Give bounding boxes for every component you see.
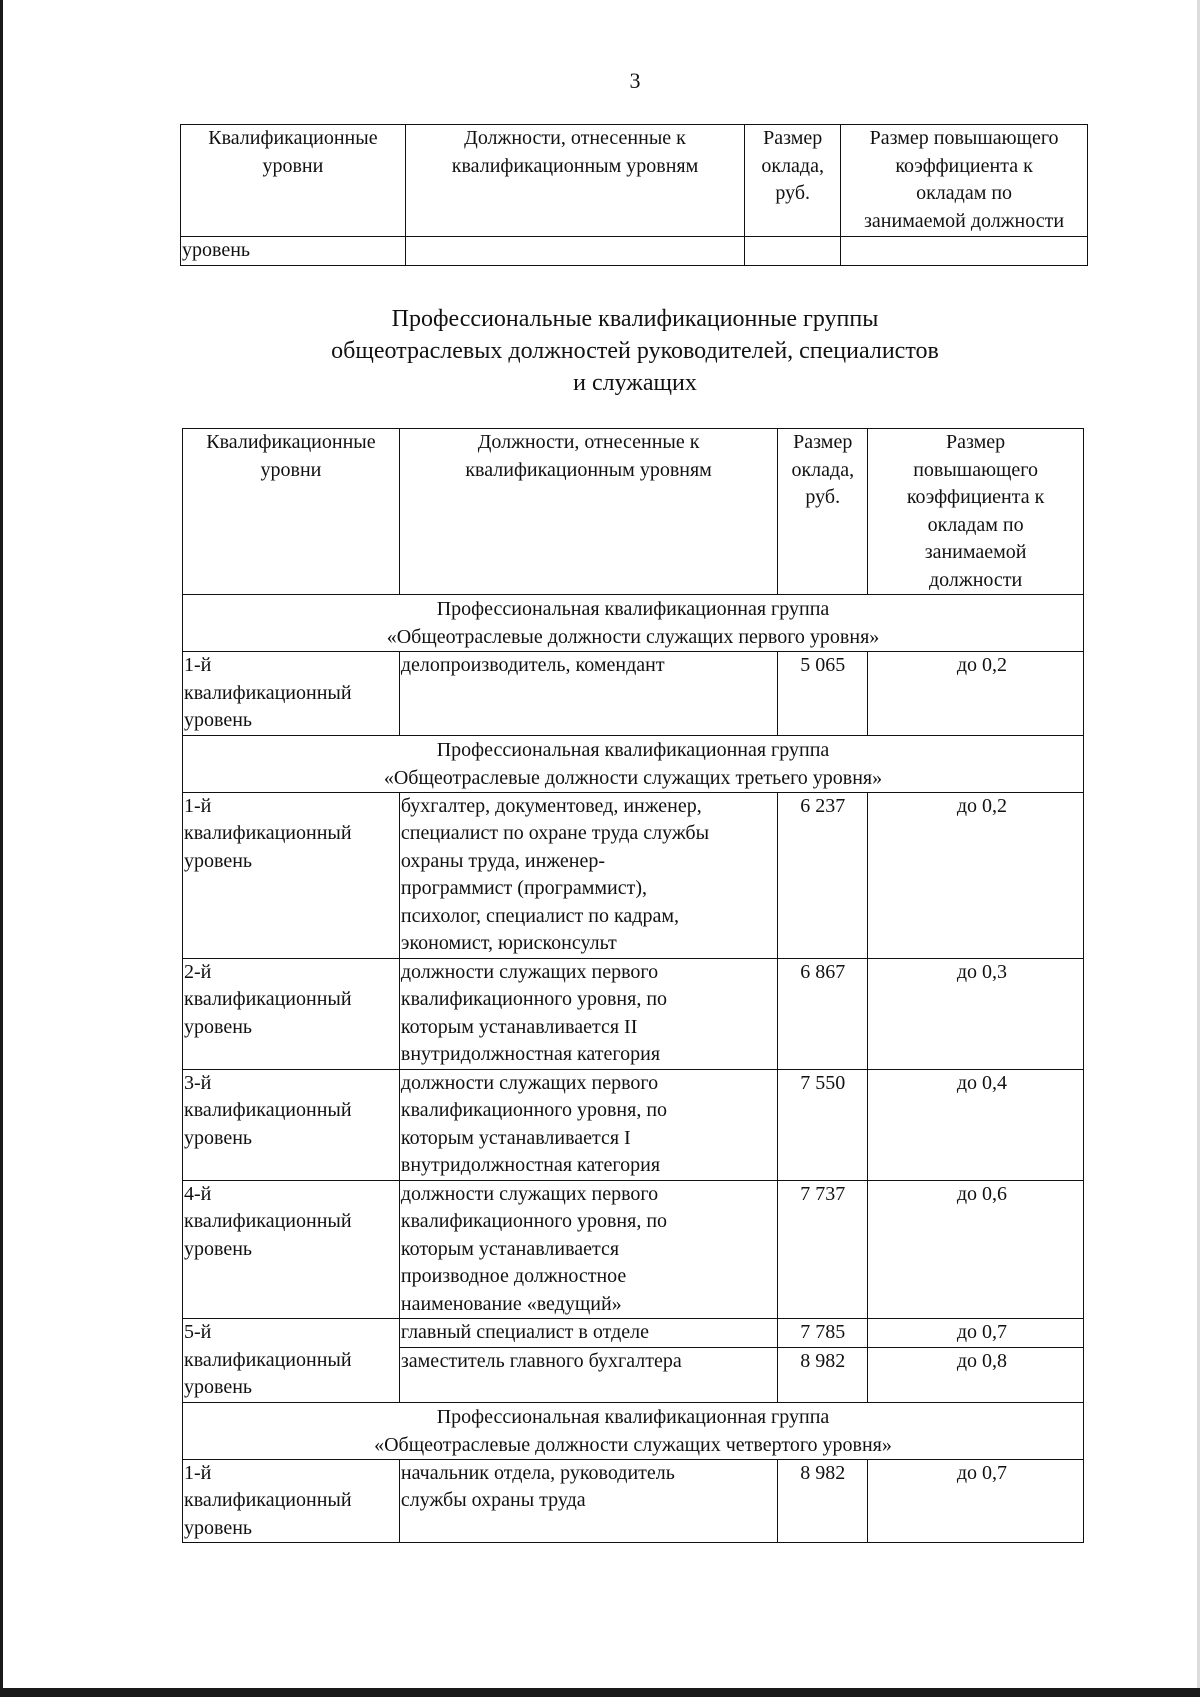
positions-line: должности служащих первого (400, 960, 659, 983)
salary-cell: 6 867 (778, 958, 868, 1069)
header-line: должности (928, 568, 1023, 591)
scan-edge-left (0, 0, 3, 1697)
positions-cell (399, 1459, 777, 1543)
positions-line: заместитель главного бухгалтера (400, 1349, 682, 1372)
header-line: Квалификационные (206, 431, 376, 453)
positions-cell (399, 1347, 777, 1402)
table-row (183, 652, 1084, 736)
header-line: Размер (946, 431, 1006, 453)
coefficient-cell (868, 958, 1084, 1069)
header-line: занимаемой должности (864, 209, 1065, 232)
table-header-row (181, 125, 1088, 237)
group-title-row (183, 595, 1084, 652)
coefficient-cell (868, 1069, 1084, 1180)
salary-cell: 8 982 (778, 1347, 868, 1402)
positions-cell (399, 1319, 777, 1348)
level-cell (183, 652, 400, 736)
positions-line: квалификационного уровня, по (400, 1210, 668, 1232)
qualification-groups-table (182, 428, 1084, 1543)
level-line: квалификационный (184, 988, 352, 1010)
positions-line: которым устанавливается (400, 1237, 620, 1260)
level-line: квалификационный (184, 1348, 352, 1371)
positions-line: специалист по охране труда службы (400, 822, 710, 844)
coefficient-cell (868, 1459, 1084, 1543)
header-cell-coefficient (841, 125, 1088, 237)
header-line: Должности, отнесенные к (464, 127, 686, 149)
header-line: Квалификационные (208, 127, 378, 149)
header-cell-coefficient (868, 429, 1084, 595)
header-cell-salary (778, 429, 868, 595)
level-line: квалификационный (184, 822, 352, 844)
group-title-row (183, 735, 1084, 792)
header-line: Размер повышающего (869, 127, 1059, 149)
header-line: руб. (775, 182, 810, 204)
group-title-row (183, 1402, 1084, 1459)
header-line: руб. (805, 486, 841, 508)
header-line: оклада, (791, 458, 855, 481)
level-line: 1-й (184, 654, 212, 676)
level-line: квалификационный (184, 681, 352, 704)
table-row (183, 1459, 1084, 1543)
header-cell-levels (181, 125, 406, 237)
positions-cell (399, 1180, 777, 1319)
positions-line: программист (программист), (400, 877, 648, 899)
salary-cell: 6 237 (778, 792, 868, 958)
salary-cell: 8 982 (778, 1459, 868, 1543)
table-row (183, 1180, 1084, 1319)
coefficient-value: до 0,4 (956, 1071, 1007, 1094)
positions-line: экономист, юрисконсульт (400, 932, 617, 954)
header-line: квалификационным уровням (451, 154, 699, 177)
positions-line: службы охраны труда (400, 1489, 586, 1511)
group-title-cell (183, 735, 1084, 792)
group-title-line: «Общеотраслевые должности служащих третьего уровня» (383, 766, 883, 789)
table-row (183, 958, 1084, 1069)
salary-cell: 7 737 (778, 1180, 868, 1319)
table-row (181, 237, 1088, 266)
level-line: 1-й (184, 1461, 212, 1484)
positions-cell (399, 1069, 777, 1180)
header-line: занимаемой (924, 541, 1027, 563)
coefficient-value: до 0,2 (956, 654, 1007, 676)
positions-line: производное должностное (400, 1265, 627, 1287)
heading-line: Профессиональные квалификационные группы (391, 306, 879, 332)
level-line: 3-й (184, 1071, 212, 1094)
header-cell-positions (405, 125, 744, 237)
level-line: квалификационный (184, 1210, 352, 1232)
header-line: окладам по (916, 182, 1013, 204)
positions-cell (399, 652, 777, 736)
level-line: уровень (184, 849, 253, 872)
level-line: уровень (184, 1126, 253, 1149)
group-title-line: Профессиональная квалификационная группа (436, 738, 830, 761)
coefficient-cell (868, 1347, 1084, 1402)
scan-edge-bottom (0, 1688, 1200, 1697)
level-line: квалификационный (184, 1489, 352, 1511)
header-cell-salary (745, 125, 841, 237)
group-title-line: «Общеотраслевые должности служащих первого уровня» (386, 626, 880, 648)
coefficient-cell (868, 792, 1084, 958)
header-line: оклада, (761, 154, 824, 177)
level-cell (183, 1180, 400, 1319)
coefficient-cell (868, 1319, 1084, 1348)
level-line: уровень (184, 1015, 253, 1038)
header-line: Должности, отнесенные к (477, 431, 700, 453)
level-line: 2-й (184, 960, 212, 983)
group-title-line: Профессиональная квалификационная группа (436, 1405, 830, 1428)
continuation-table (180, 124, 1088, 266)
level-line: 5-й (184, 1321, 212, 1343)
positions-line: должности служащих первого (400, 1182, 659, 1205)
header-line: Размер (763, 127, 823, 149)
coefficient-value: до 0,6 (956, 1182, 1007, 1205)
header-line: квалификационным уровням (465, 458, 712, 481)
header-line: повышающего (913, 458, 1038, 481)
positions-line: охраны труда, инженер- (400, 849, 605, 872)
salary-cell: 7 785 (778, 1319, 868, 1348)
group-title-line: Профессиональная квалификационная группа (436, 598, 830, 620)
level-cell: уровень (181, 237, 406, 266)
level-cell (183, 792, 400, 958)
positions-line: квалификационного уровня, по (400, 1099, 668, 1121)
level-line: 1-й (184, 794, 212, 817)
group-title-cell (183, 1402, 1084, 1459)
positions-line: внутридолжностная категория (400, 1154, 661, 1176)
header-line: коэффициента к (906, 486, 1045, 508)
positions-line: которым устанавливается I (400, 1126, 631, 1149)
positions-line: которым устанавливается II (400, 1015, 638, 1038)
table-row (183, 792, 1084, 958)
header-cell-positions (399, 429, 777, 595)
header-cell-levels (183, 429, 400, 595)
section-heading (180, 303, 1090, 399)
coefficient-cell (868, 652, 1084, 736)
header-line: уровни (262, 154, 324, 177)
heading-line: и служащих (573, 370, 697, 396)
coefficient-value: до 0,3 (956, 960, 1007, 983)
positions-cell (399, 792, 777, 958)
positions-line: квалификационного уровня, по (400, 988, 668, 1010)
positions-line: начальник отдела, руководитель (400, 1461, 675, 1484)
level-line: уровень (184, 1376, 253, 1398)
group-title-line: «Общеотраслевые должности служащих четвертого уровня» (374, 1433, 892, 1456)
level-cell (183, 1069, 400, 1180)
level-cell (183, 1459, 400, 1543)
level-line: уровень (184, 1516, 253, 1539)
positions-cell (405, 237, 744, 266)
level-line: квалификационный (184, 1099, 352, 1121)
positions-line: главный специалист в отделе (400, 1321, 649, 1343)
heading-line: общеотраслевых должностей руководителей, специалистов (331, 338, 939, 364)
coefficient-cell (841, 237, 1088, 266)
coefficient-cell (868, 1180, 1084, 1319)
header-line: уровни (260, 458, 322, 481)
header-line: окладам по (927, 513, 1024, 536)
coefficient-value: до 0,7 (956, 1321, 1007, 1343)
positions-line: делопроизводитель, комендант (400, 654, 665, 676)
header-line: коэффициента к (895, 154, 1033, 177)
coefficient-value: до 0,8 (956, 1349, 1007, 1372)
positions-line: бухгалтер, документовед, инженер, (400, 794, 702, 817)
page-number: 3 (629, 68, 641, 93)
positions-line: внутридолжностная категория (400, 1043, 661, 1065)
table-row (183, 1319, 1084, 1348)
group-title-cell (183, 595, 1084, 652)
salary-cell: 5 065 (778, 652, 868, 736)
positions-line: должности служащих первого (400, 1071, 659, 1094)
positions-line: наименование «ведущий» (400, 1292, 622, 1315)
coefficient-value: до 0,2 (956, 794, 1007, 817)
level-line: 4-й (184, 1182, 212, 1205)
level-cell (183, 1319, 400, 1403)
salary-cell: 7 550 (778, 1069, 868, 1180)
coefficient-value: до 0,7 (956, 1461, 1007, 1484)
level-line: уровень (184, 709, 253, 731)
table-row (183, 1069, 1084, 1180)
level-line: уровень (184, 1237, 253, 1260)
header-line: Размер (793, 431, 853, 453)
positions-cell (399, 958, 777, 1069)
salary-cell (745, 237, 841, 266)
table-header-row (183, 429, 1084, 595)
positions-line: психолог, специалист по кадрам, (400, 904, 679, 927)
level-cell (183, 958, 400, 1069)
